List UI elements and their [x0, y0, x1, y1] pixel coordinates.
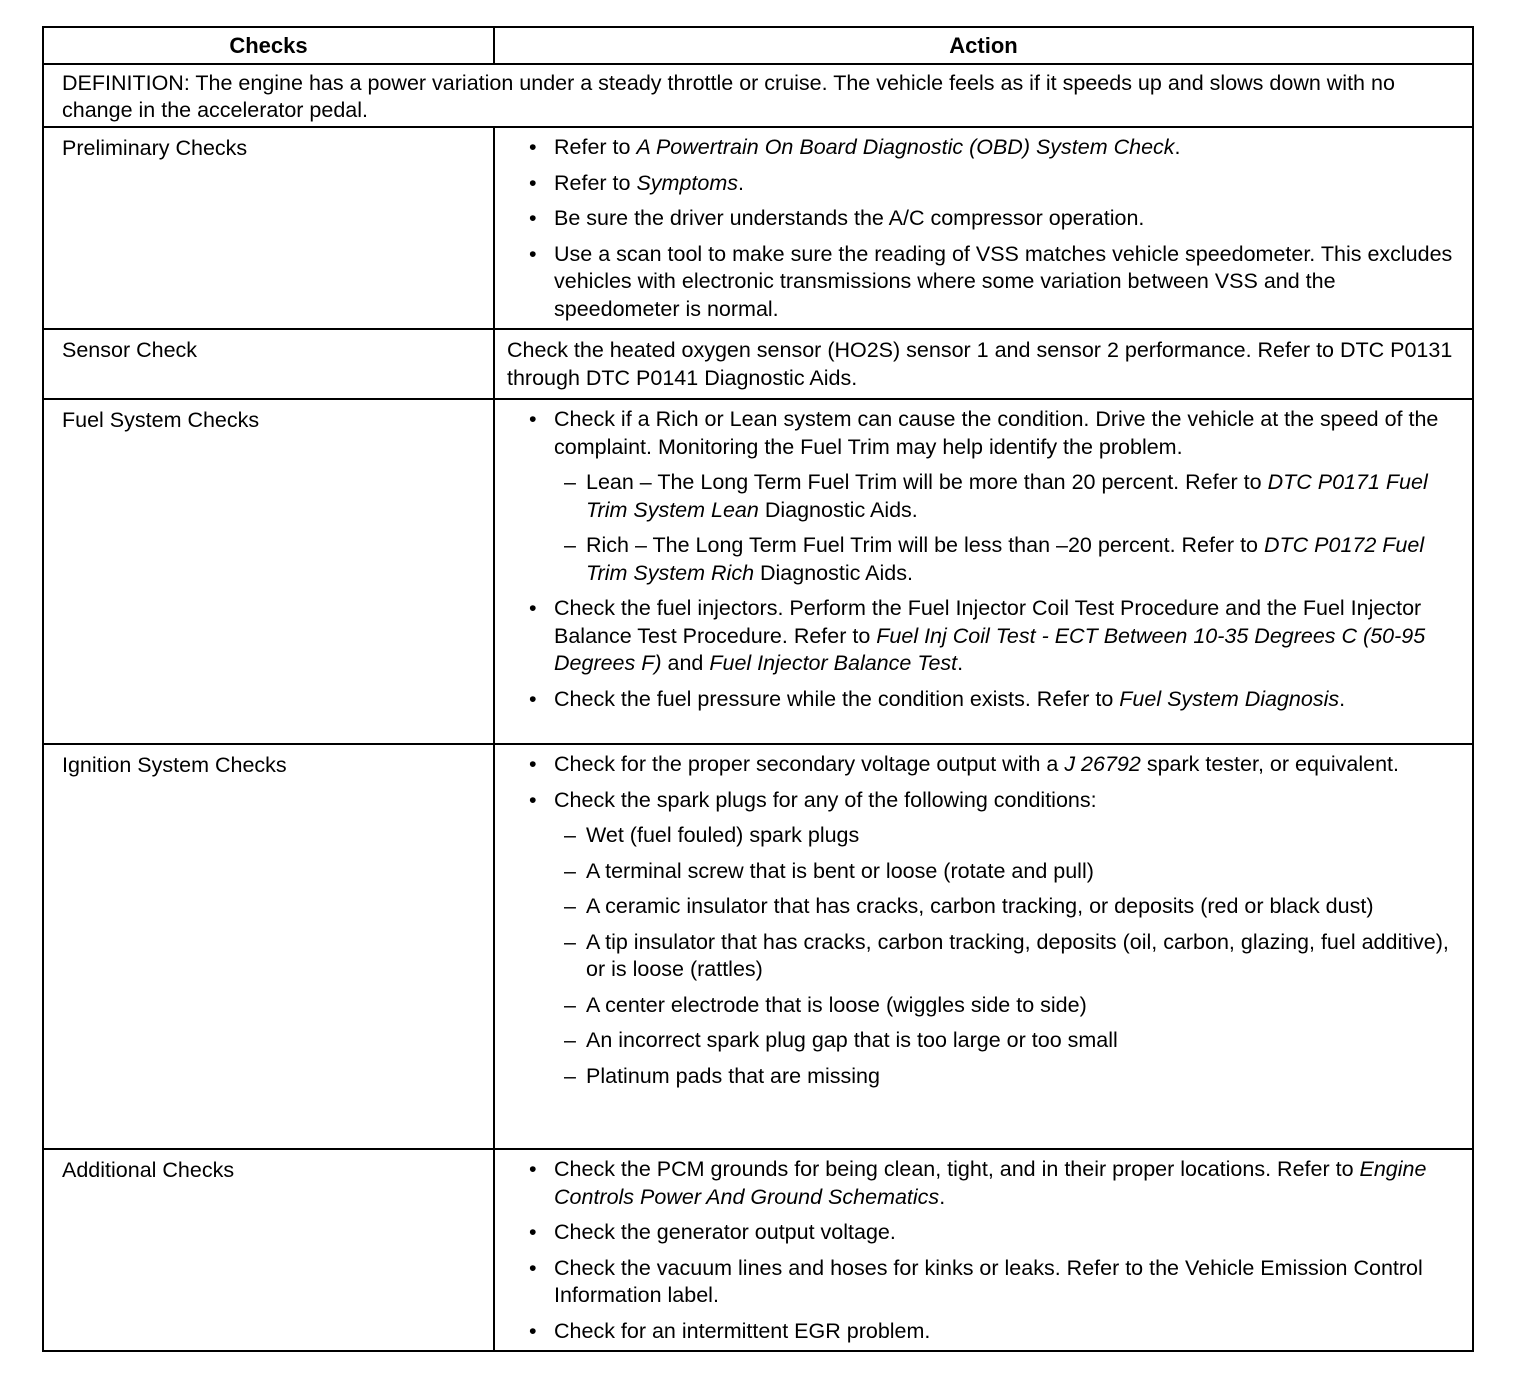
diagnostic-table	[42, 26, 1474, 1352]
table-row	[43, 744, 1473, 1149]
table-row	[43, 127, 1473, 329]
check-label-ignition: Ignition System Checks	[43, 744, 494, 1149]
list-item: • Use a scan tool to make sure the reading of VSS matches vehicle speedometer. This excludes vehicles with electronic transmissions where some variation between VSS and the speedometer is normal.	[507, 241, 1464, 324]
sub-list-item-lean: – Lean – The Long Term Fuel Trim will be more than 20 percent. Refer to DTC P0171 Fuel Trim System Lean Diagnostic Aids.	[554, 469, 1464, 524]
definition-row	[43, 64, 1473, 127]
check-label-sensor: Sensor Check	[43, 329, 494, 399]
list-item: • Check the PCM grounds for being clean, tight, and in their proper locations. Refer to Engine Controls Power And Ground Schematics.	[507, 1156, 1464, 1211]
list-item: • Check for an intermittent EGR problem.	[507, 1318, 1464, 1346]
list-item: • Check if a Rich or Lean system can cause the condition. Drive the vehicle at the speed of the complaint. Monitoring the Fuel Trim may help identify the problem. – Lean – The Long Term Fuel Trim will be more than 20 percent. Refer to DTC P0171 Fuel Trim System Lean Diagnostic Aids. – Rich – The Long Term Fuel Trim will be less than –20 percent. Refer to DTC P0172 Fuel Trim System Rich Diagnostic Aids.	[507, 406, 1464, 587]
action-ignition	[494, 744, 1473, 1149]
sub-list-item: – A terminal screw that is bent or loose (rotate and pull)	[554, 858, 1464, 886]
header-row	[43, 27, 1473, 64]
list-item: • Refer to A Powertrain On Board Diagnostic (OBD) System Check.	[507, 134, 1464, 162]
table-row	[43, 399, 1473, 744]
list-item: • Check the fuel injectors. Perform the Fuel Injector Coil Test Procedure and the Fuel Injector Balance Test Procedure. Refer to Fuel Inj Coil Test - ECT Between 10-35 Degrees C (50-95 Degrees F) and Fuel Injector Balance Test.	[507, 595, 1464, 678]
list-item: • Check the fuel pressure while the condition exists. Refer to Fuel System Diagnosis.	[507, 686, 1464, 714]
list-item: • Check the spark plugs for any of the following conditions: – Wet (fuel fouled) spark plugs – A terminal screw that is bent or loose (rotate and pull) – A ceramic insulator that has cracks, carbon tracking, or deposits (red or black dust) – A tip insulator that has cracks, carbon tracking, deposits (oil, carbon, glazing, fuel additive), or is loose (rattles) – A center electrode that is loose (wiggles side to side) – An incorrect spark plug gap that is too large or too small – Platinum pads that are missing	[507, 787, 1464, 1091]
sub-list-item: – A center electrode that is loose (wiggles side to side)	[554, 992, 1464, 1020]
check-label-fuel: Fuel System Checks	[43, 399, 494, 744]
list-item: • Check for the proper secondary voltage output with a J 26792 spark tester, or equivalent.	[507, 751, 1464, 779]
list-item: • Be sure the driver understands the A/C compressor operation.	[507, 205, 1464, 233]
header-checks: Checks	[43, 27, 494, 64]
sub-list-item-rich: – Rich – The Long Term Fuel Trim will be less than –20 percent. Refer to DTC P0172 Fuel Trim System Rich Diagnostic Aids.	[554, 532, 1464, 587]
sub-list-item: – A ceramic insulator that has cracks, carbon tracking, or deposits (red or black dust)	[554, 893, 1464, 921]
check-label-preliminary: Preliminary Checks	[43, 127, 494, 329]
action-sensor: Check the heated oxygen sensor (HO2S) sensor 1 and sensor 2 performance. Refer to DTC P0131 through DTC P0141 Diagnostic Aids.	[494, 329, 1473, 399]
table-row	[43, 329, 1473, 399]
sub-list-item: – Wet (fuel fouled) spark plugs	[554, 822, 1464, 850]
sub-list-item: – A tip insulator that has cracks, carbon tracking, deposits (oil, carbon, glazing, fuel additive), or is loose (rattles)	[554, 929, 1464, 984]
list-item: • Check the generator output voltage.	[507, 1219, 1464, 1247]
action-additional	[494, 1149, 1473, 1351]
definition-text: DEFINITION: The engine has a power variation under a steady throttle or cruise. The vehicle feels as if it speeds up and slows down with no change in the accelerator pedal.	[43, 64, 1473, 127]
action-preliminary	[494, 127, 1473, 329]
table-row	[43, 1149, 1473, 1351]
list-item: • Refer to Symptoms.	[507, 170, 1464, 198]
list-item: • Check the vacuum lines and hoses for kinks or leaks. Refer to the Vehicle Emission Control Information label.	[507, 1255, 1464, 1310]
sub-list-item: – Platinum pads that are missing	[554, 1063, 1464, 1091]
action-fuel	[494, 399, 1473, 744]
header-action: Action	[494, 27, 1473, 64]
check-label-additional: Additional Checks	[43, 1149, 494, 1351]
sub-list-item: – An incorrect spark plug gap that is too large or too small	[554, 1027, 1464, 1055]
